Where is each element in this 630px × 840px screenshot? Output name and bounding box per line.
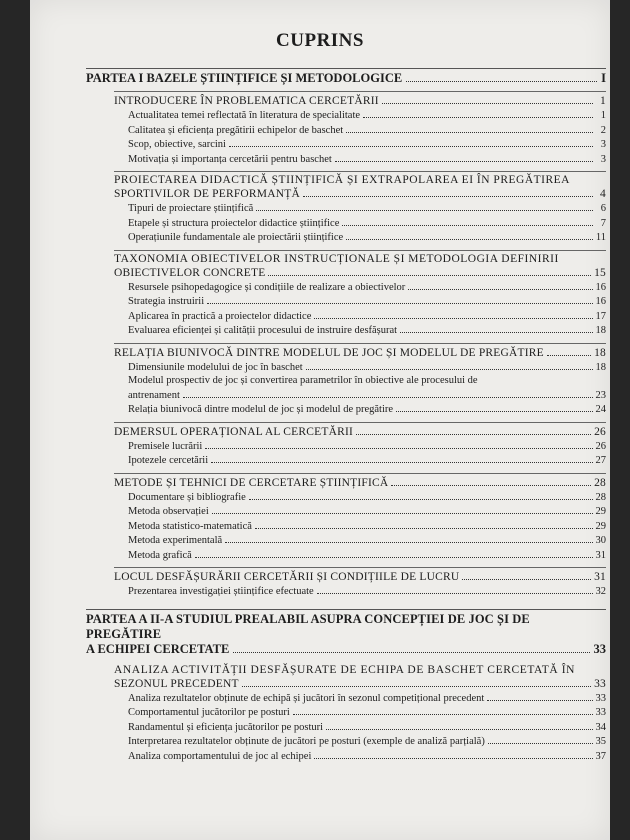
toc-entry (128, 294, 606, 309)
toc-entry (128, 734, 606, 749)
chapter (114, 250, 606, 338)
toc-entry-text: Motivația și importanța cercetării pentru baschet (128, 153, 332, 165)
toc-entry-page: 18 (595, 361, 606, 373)
toc-entry-page: 26 (595, 440, 606, 452)
toc-entry (128, 749, 606, 764)
chapter-title (114, 664, 606, 691)
chapter-page: 33 (594, 677, 606, 690)
chapter-page: 26 (594, 425, 606, 438)
dot-leader (212, 504, 593, 514)
chapter (114, 343, 606, 417)
toc-entry-text: Metoda experimentală (128, 535, 223, 546)
chapter-title-text: INTRODUCERE ÎN PROBLEMATICA CERCETĂRII (114, 95, 379, 107)
toc-entry-text: Scop, obiective, sarcini (128, 139, 226, 150)
toc-entry-page: 2 (600, 124, 606, 136)
toc-entry-page: 17 (595, 310, 606, 322)
chapter-title-text: METODE ȘI TEHNICI DE CERCETARE ȘTIINȚIFICĂ (114, 476, 389, 489)
dot-leader (547, 346, 591, 356)
toc-entry-text: Analiza rezultatelor obținute de echipă și jucători în sezonul competițional precedent (128, 692, 485, 704)
toc-entry-text: Aplicarea în practică a proiectelor didactice (128, 310, 312, 322)
dot-leader (268, 266, 591, 276)
toc-entry-text: Dimensiunile modelului de joc în baschet (128, 361, 303, 373)
toc-entry (128, 108, 606, 123)
toc-entry (128, 504, 606, 519)
toc-entry (128, 439, 606, 454)
page-title: CUPRINS (276, 30, 364, 51)
dot-leader (242, 677, 591, 687)
toc-entry (128, 705, 606, 720)
toc-entry-page: 32 (595, 586, 606, 597)
part-title: PARTEA I BAZELE ȘTIINȚIFICE ȘI METODOLOGICE (86, 71, 403, 85)
chapter (114, 91, 606, 166)
chapter-title-text: DEMERSUL OPERAȚIONAL AL CERCETĂRII (114, 425, 354, 438)
toc-entry-page: 1 (600, 110, 606, 121)
toc-entry-page: 34 (595, 721, 606, 733)
toc-entry-page: 35 (595, 736, 606, 747)
part-page: I (601, 71, 606, 85)
chapter-page: 4 (600, 188, 606, 200)
toc-entry-page: 28 (595, 491, 606, 503)
toc-entry (128, 720, 606, 735)
dot-leader (249, 490, 593, 500)
toc-entry (128, 309, 606, 324)
chapter-title (114, 346, 606, 360)
toc-entry (128, 519, 606, 534)
chapter-title-line: ANALIZA ACTIVITĂȚII DESFĂȘURATE DE ECHIPA DE BASCHET CERCETATĂ ÎN (114, 663, 576, 676)
toc-entry-page: 37 (595, 750, 606, 762)
toc-entry-text: antrenament (128, 389, 180, 401)
chapter-title (114, 570, 606, 584)
chapter-title-row (114, 266, 606, 280)
chapter-page: 31 (594, 571, 606, 583)
toc-entry-page: 23 (595, 389, 606, 401)
toc-entry (128, 691, 606, 706)
dot-leader (233, 642, 589, 653)
table-of-contents (86, 66, 606, 763)
toc-entry-page: 30 (595, 535, 606, 546)
toc-entry (128, 201, 606, 216)
part-page: 33 (593, 641, 606, 656)
toc-entry-text: Evaluarea eficienței și calității procesului de instruire desfășurat (128, 325, 398, 336)
dot-leader (408, 280, 592, 290)
toc-entry-page: 11 (595, 232, 606, 243)
toc-entry (128, 137, 606, 152)
dot-leader (396, 402, 592, 412)
toc-entry (128, 490, 606, 505)
dot-leader (183, 388, 593, 398)
toc-entry-text: Actualitatea temei reflectată în literatura de specialitate (128, 110, 361, 121)
chapter-title-line: PROIECTAREA DIDACTICĂ ȘTIINȚIFICĂ ȘI EXTRAPOLAREA EI ÎN PREGĂTIREA (114, 174, 570, 186)
part-title-line: A ECHIPEI CERCETATE (86, 641, 230, 656)
toc-entry-text: Metoda grafică (128, 549, 192, 561)
toc-entry (128, 374, 606, 402)
chapter (114, 171, 606, 245)
dot-leader (225, 533, 592, 543)
dot-leader (342, 216, 593, 226)
chapter-title-line: TAXONOMIA OBIECTIVELOR INSTRUCȚIONALE ȘI METODOLOGIA DEFINIRII (114, 252, 559, 265)
dot-leader (314, 749, 592, 759)
toc-entry-text: Modelul prospectiv de joc și convertirea parametrilor în obiective ale procesului de (128, 375, 478, 386)
toc-entry-page: 33 (595, 707, 606, 718)
toc-entry (128, 548, 606, 563)
dot-leader (205, 439, 592, 449)
dot-leader (346, 123, 593, 133)
dot-leader (317, 584, 593, 594)
toc-entry-line (128, 388, 606, 403)
toc-entry-page: 18 (595, 325, 606, 336)
dot-leader (346, 230, 593, 240)
toc-entry-text: Prezentarea investigației științifice efectuate (128, 586, 314, 597)
toc-entry (128, 402, 606, 417)
dot-leader (326, 720, 592, 730)
toc-entry (128, 152, 606, 167)
toc-entry (128, 453, 606, 468)
toc-entry-page: 29 (595, 520, 606, 532)
toc-entry-text: Documentare și bibliografie (128, 491, 246, 503)
toc-entry-page: 27 (595, 455, 606, 466)
part-heading (86, 68, 606, 86)
dot-leader (255, 519, 593, 529)
toc-entry-page: 3 (600, 153, 606, 165)
dot-leader (335, 152, 593, 162)
chapter-page: 18 (594, 346, 606, 359)
chapter-title (114, 253, 606, 280)
dot-leader (400, 323, 592, 333)
toc-entry (128, 533, 606, 548)
toc-entry-page: 29 (595, 506, 606, 517)
dot-leader (195, 548, 593, 558)
toc-entry-page: 31 (595, 549, 606, 561)
chapter-title (114, 174, 606, 201)
toc-entry-text: Strategia instruirii (128, 296, 205, 307)
toc-entry (128, 584, 606, 599)
dot-leader (207, 294, 592, 304)
chapter-title-row (114, 187, 606, 201)
chapter-title-line: OBIECTIVELOR CONCRETE (114, 266, 266, 279)
toc-entry-text: Metoda statistico-matematică (128, 520, 252, 532)
chapter-title-text: LOCUL DESFĂȘURĂRII CERCETĂRII ȘI CONDIȚIILE DE LUCRU (114, 571, 460, 583)
dot-leader (293, 705, 593, 715)
chapter-page: 28 (594, 476, 606, 489)
toc-entry-text: Calitatea și eficiența pregătirii echipelor de baschet (128, 124, 344, 136)
chapter-title-line: SPORTIVILOR DE PERFORMANȚĂ (114, 188, 300, 200)
dot-leader (256, 201, 593, 211)
toc-entry (128, 123, 606, 138)
toc-entry-page: 33 (595, 692, 606, 704)
dot-leader (488, 734, 593, 744)
toc-entry-page: 24 (595, 404, 606, 415)
toc-entry-page: 16 (595, 281, 606, 293)
dot-leader (314, 309, 592, 319)
dot-leader (306, 360, 593, 370)
toc-entry-text: Tipuri de proiectare științifică (128, 203, 254, 214)
toc-entry (128, 360, 606, 375)
part-heading (86, 609, 606, 657)
toc-entry-page: 6 (600, 203, 606, 214)
toc-entry-page: 16 (595, 296, 606, 307)
dot-leader (382, 94, 593, 104)
toc-entry-page: 3 (600, 139, 606, 150)
dot-leader (211, 453, 592, 463)
toc-entry-text: Ipotezele cercetării (128, 455, 209, 466)
toc-entry-text: Relația biunivocă dintre modelul de joc și modelul de pregătire (128, 404, 394, 415)
chapter (114, 567, 606, 599)
chapter (114, 473, 606, 563)
toc-entry-text: Metoda observației (128, 506, 209, 517)
toc-entry (128, 230, 606, 245)
toc-entry-text: Analiza comportamentului de joc al echipei (128, 750, 312, 762)
dot-leader (363, 108, 593, 118)
toc-entry-text: Randamentul și eficiența jucătorilor pe posturi (128, 721, 324, 733)
chapter-title-text: RELAȚIA BIUNIVOCĂ DINTRE MODELUL DE JOC ȘI MODELUL DE PREGĂTIRE (114, 346, 544, 359)
chapter-page: 15 (594, 266, 606, 279)
document-page (30, 0, 610, 840)
toc-entry-text: Operațiunile fundamentale ale proiectării științifice (128, 232, 344, 243)
dot-leader (487, 691, 592, 701)
chapter (114, 662, 606, 764)
toc-entry (128, 323, 606, 338)
dot-leader (303, 187, 593, 197)
toc-entry (128, 280, 606, 295)
chapter-list (86, 91, 606, 599)
toc-entry (128, 216, 606, 231)
chapter-title (114, 94, 606, 108)
dot-leader (229, 137, 593, 147)
part-title-line: PARTEA A II-A STUDIUL PREALABIL ASUPRA CONCEPȚIEI DE JOC ȘI DE PREGĂTIRE (86, 611, 530, 641)
dot-leader (391, 476, 591, 486)
toc-entry-text: Interpretarea rezultatelor obținute de jucători pe posturi (exemple de analiză parțială) (128, 736, 485, 747)
chapter-title-line: SEZONUL PRECEDENT (114, 677, 239, 690)
toc-entry-text: Premisele lucrării (128, 440, 203, 452)
chapter-title (114, 425, 606, 439)
toc-entry-page: 7 (600, 217, 606, 229)
dot-leader (406, 71, 597, 82)
chapter (114, 422, 606, 468)
dot-leader (462, 570, 591, 580)
toc-entry-text: Etapele și structura proiectelor didactice științifice (128, 217, 340, 229)
toc-entry-text: Comportamentul jucătorilor pe posturi (128, 707, 290, 718)
dot-leader (356, 425, 591, 435)
toc-entry-text: Resursele psihopedagogice și condițiile de realizare a obiectivelor (128, 281, 406, 293)
chapter-page: 1 (600, 95, 606, 107)
chapter-title (114, 476, 606, 490)
